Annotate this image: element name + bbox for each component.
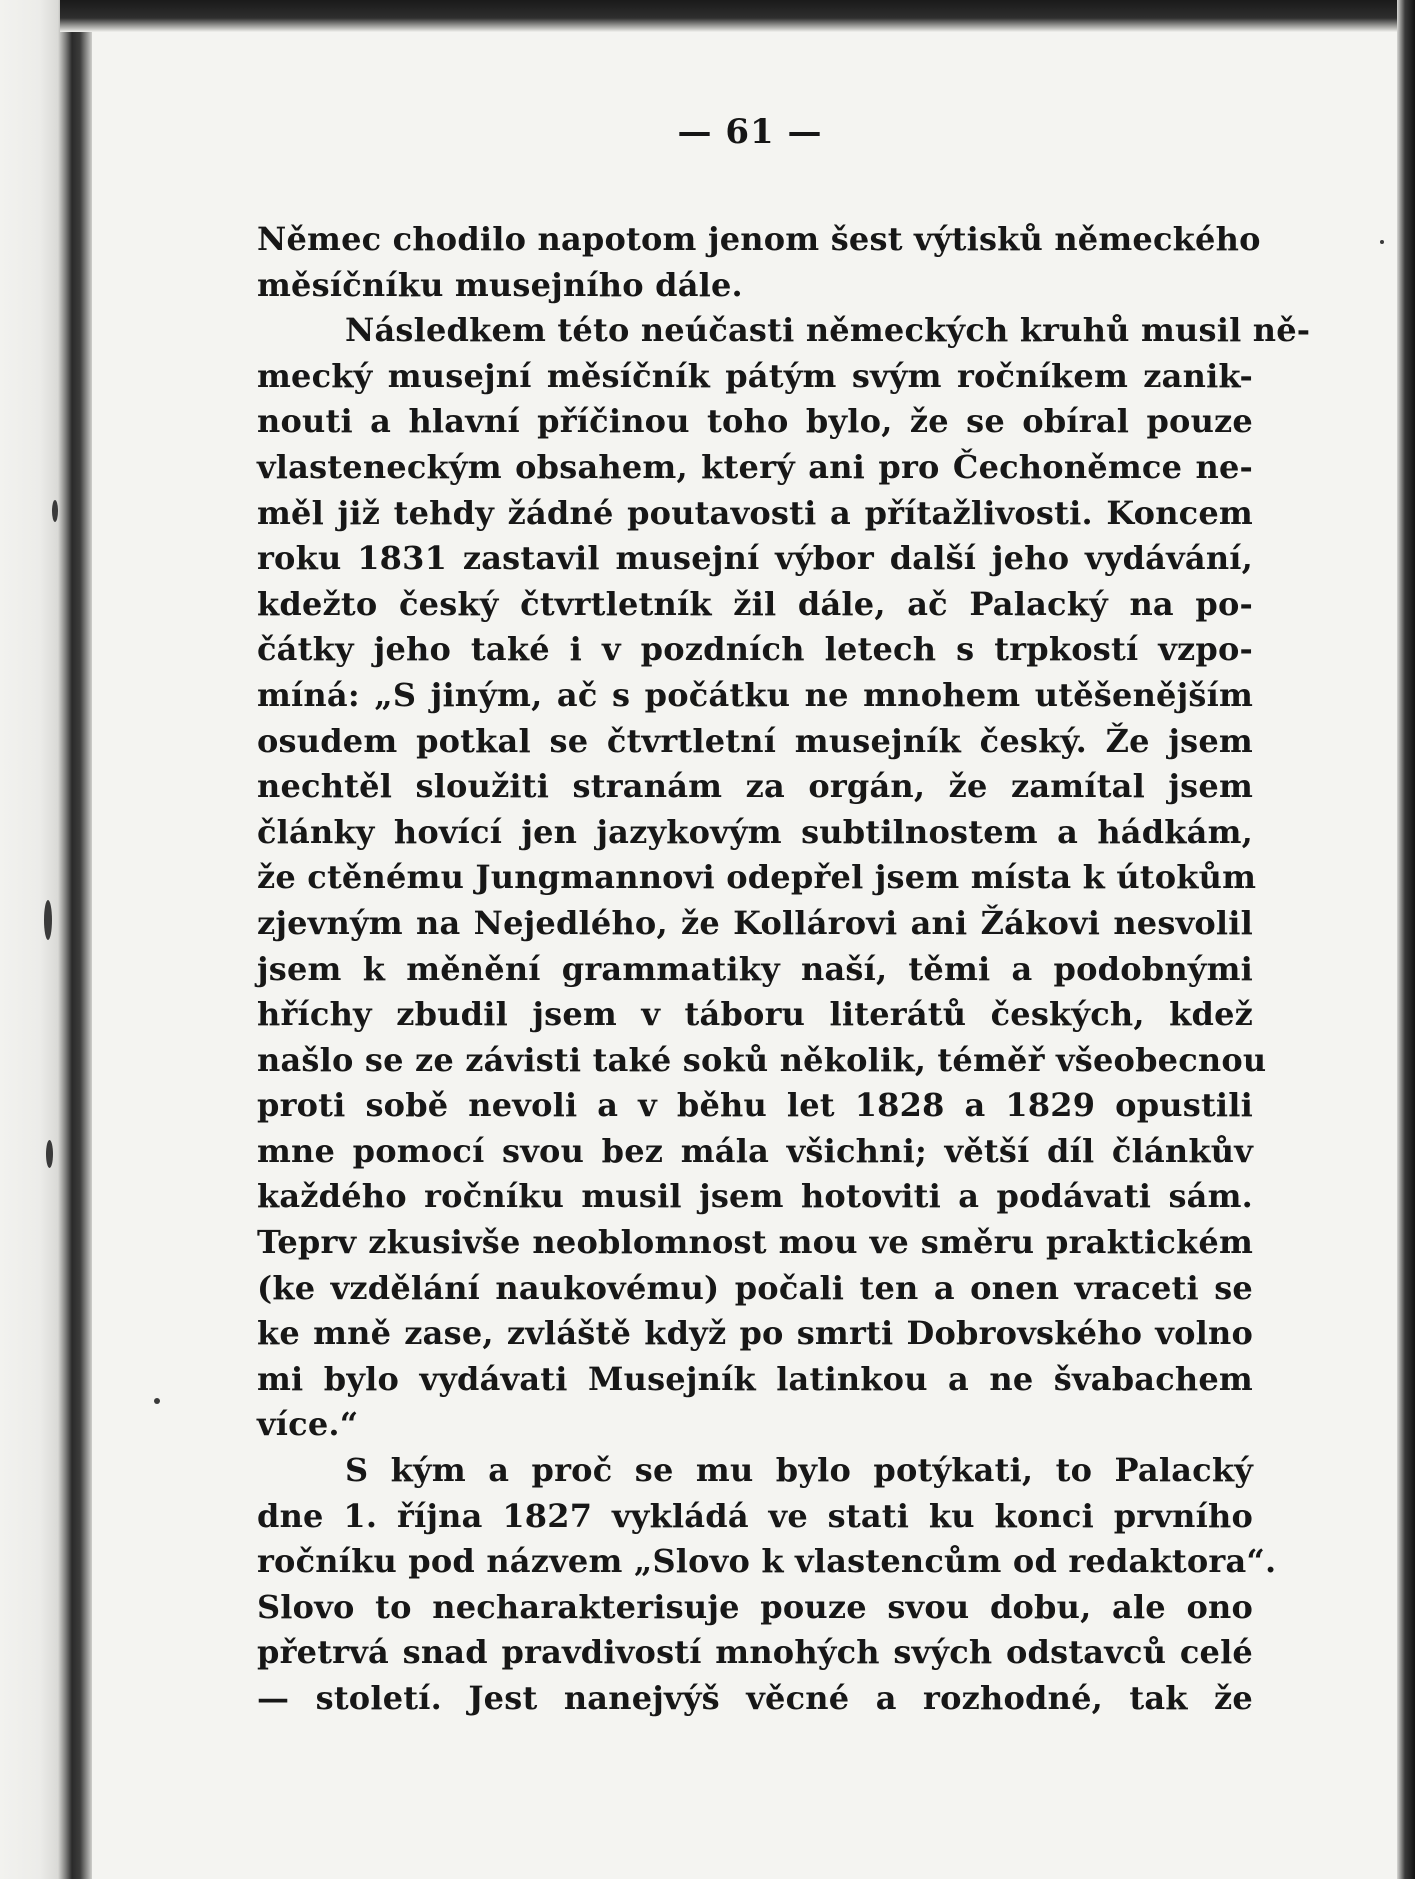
text-line: roku 1831 zastavil musejní výbor další jeho vydávání, [257, 539, 1253, 578]
text-line: Němec chodilo napotom jenom šest výtisků německého [257, 220, 1261, 258]
text-line: ročníku pod názvem „Slovo k vlastencům od redaktora“. [257, 1542, 1277, 1581]
left-gutter-shadow [0, 0, 92, 1879]
text-line: měsíčníku musejního dále. [257, 265, 743, 304]
top-edge-shadow [60, 0, 1415, 32]
text-line: dne 1. října 1827 vykládá ve stati ku konci prvního [257, 1496, 1253, 1535]
text-line: Teprv zkusivše neoblomnost mou ve směru praktickém [257, 1223, 1253, 1262]
page-number: — 61 — [677, 112, 823, 152]
text-line: našlo se ze závisti také soků několik, téměř všeobecnou [257, 1040, 1267, 1079]
text-line: nechtěl sloužiti stranám za orgán, že zamítal jsem [257, 767, 1253, 806]
text-line: ke mně zase, zvláště když po smrti Dobrovského volno [257, 1314, 1253, 1353]
text-line: jsem k měnění grammatiky naší, těmi a podobnými [257, 949, 1253, 988]
text-line: mne pomocí svou bez mála všichni; větší díl článkův [257, 1131, 1253, 1170]
scan-speck [154, 1398, 160, 1404]
text-line: více.“ [257, 1405, 359, 1444]
text-line: hříchy zbudil jsem v táboru literátů českých, kdež [257, 995, 1253, 1034]
scan-speck [52, 500, 58, 522]
body-text [257, 217, 1311, 1722]
text-line: přetrvá snad pravdivostí mnohých svých odstavců celé [257, 1633, 1253, 1672]
text-line: nouti a hlavní příčinou toho bylo, že se obíral pouze [257, 402, 1253, 441]
text-line: mecký musejní měsíčník pátým svým ročníkem zanik- [257, 356, 1253, 395]
text-line: mi bylo vydávati Musejník latinkou a ne švabachem [257, 1359, 1253, 1398]
text-line: osudem potkal se čtvrtletní musejník český. Že jsem [257, 721, 1253, 760]
text-line: vlasteneckým obsahem, který ani pro Čechoněmce ne- [257, 447, 1253, 486]
text-line: čátky jeho také i v pozdních letech s trpkostí vzpo- [257, 630, 1253, 669]
text-line: články hovící jen jazykovým subtilnostem a hádkám, [257, 812, 1253, 851]
text-line: — století. Jest nanejvýš věcné a rozhodné, tak že [257, 1679, 1253, 1717]
text-line: Následkem této neúčasti německých kruhů musil ně- [345, 311, 1311, 350]
text-line: S kým a proč se mu bylo potýkati, to Palacký [345, 1451, 1253, 1490]
text-line: Slovo to necharakterisuje pouze svou dobu, ale ono [257, 1587, 1253, 1626]
text-line: kdežto český čtvrtletník žil dále, ač Palacký na po- [257, 584, 1253, 623]
scan-speck [44, 900, 52, 940]
text-line: míná: „S jiným, ač s počátku ne mnohem utěšenějším [257, 675, 1253, 714]
text-line: zjevným na Nejedlého, že Kollárovi ani Žákovi nesvolil [257, 903, 1253, 942]
scan-speck [1380, 240, 1384, 244]
text-line: že ctěnému Jungmannovi odepřel jsem místa k útokům [257, 858, 1257, 897]
text-line: proti sobě nevoli a v běhu let 1828 a 1829 opustili [257, 1086, 1253, 1125]
scan-speck [46, 1140, 53, 1168]
text-line: každého ročníku musil jsem hotoviti a podávati sám. [257, 1177, 1253, 1216]
text-line: (ke vzdělání naukovému) počali ten a onen vraceti se [257, 1268, 1253, 1307]
right-edge-shadow [1397, 0, 1415, 1879]
text-line: měl již tehdy žádné poutavosti a přítažlivosti. Koncem [257, 493, 1253, 532]
